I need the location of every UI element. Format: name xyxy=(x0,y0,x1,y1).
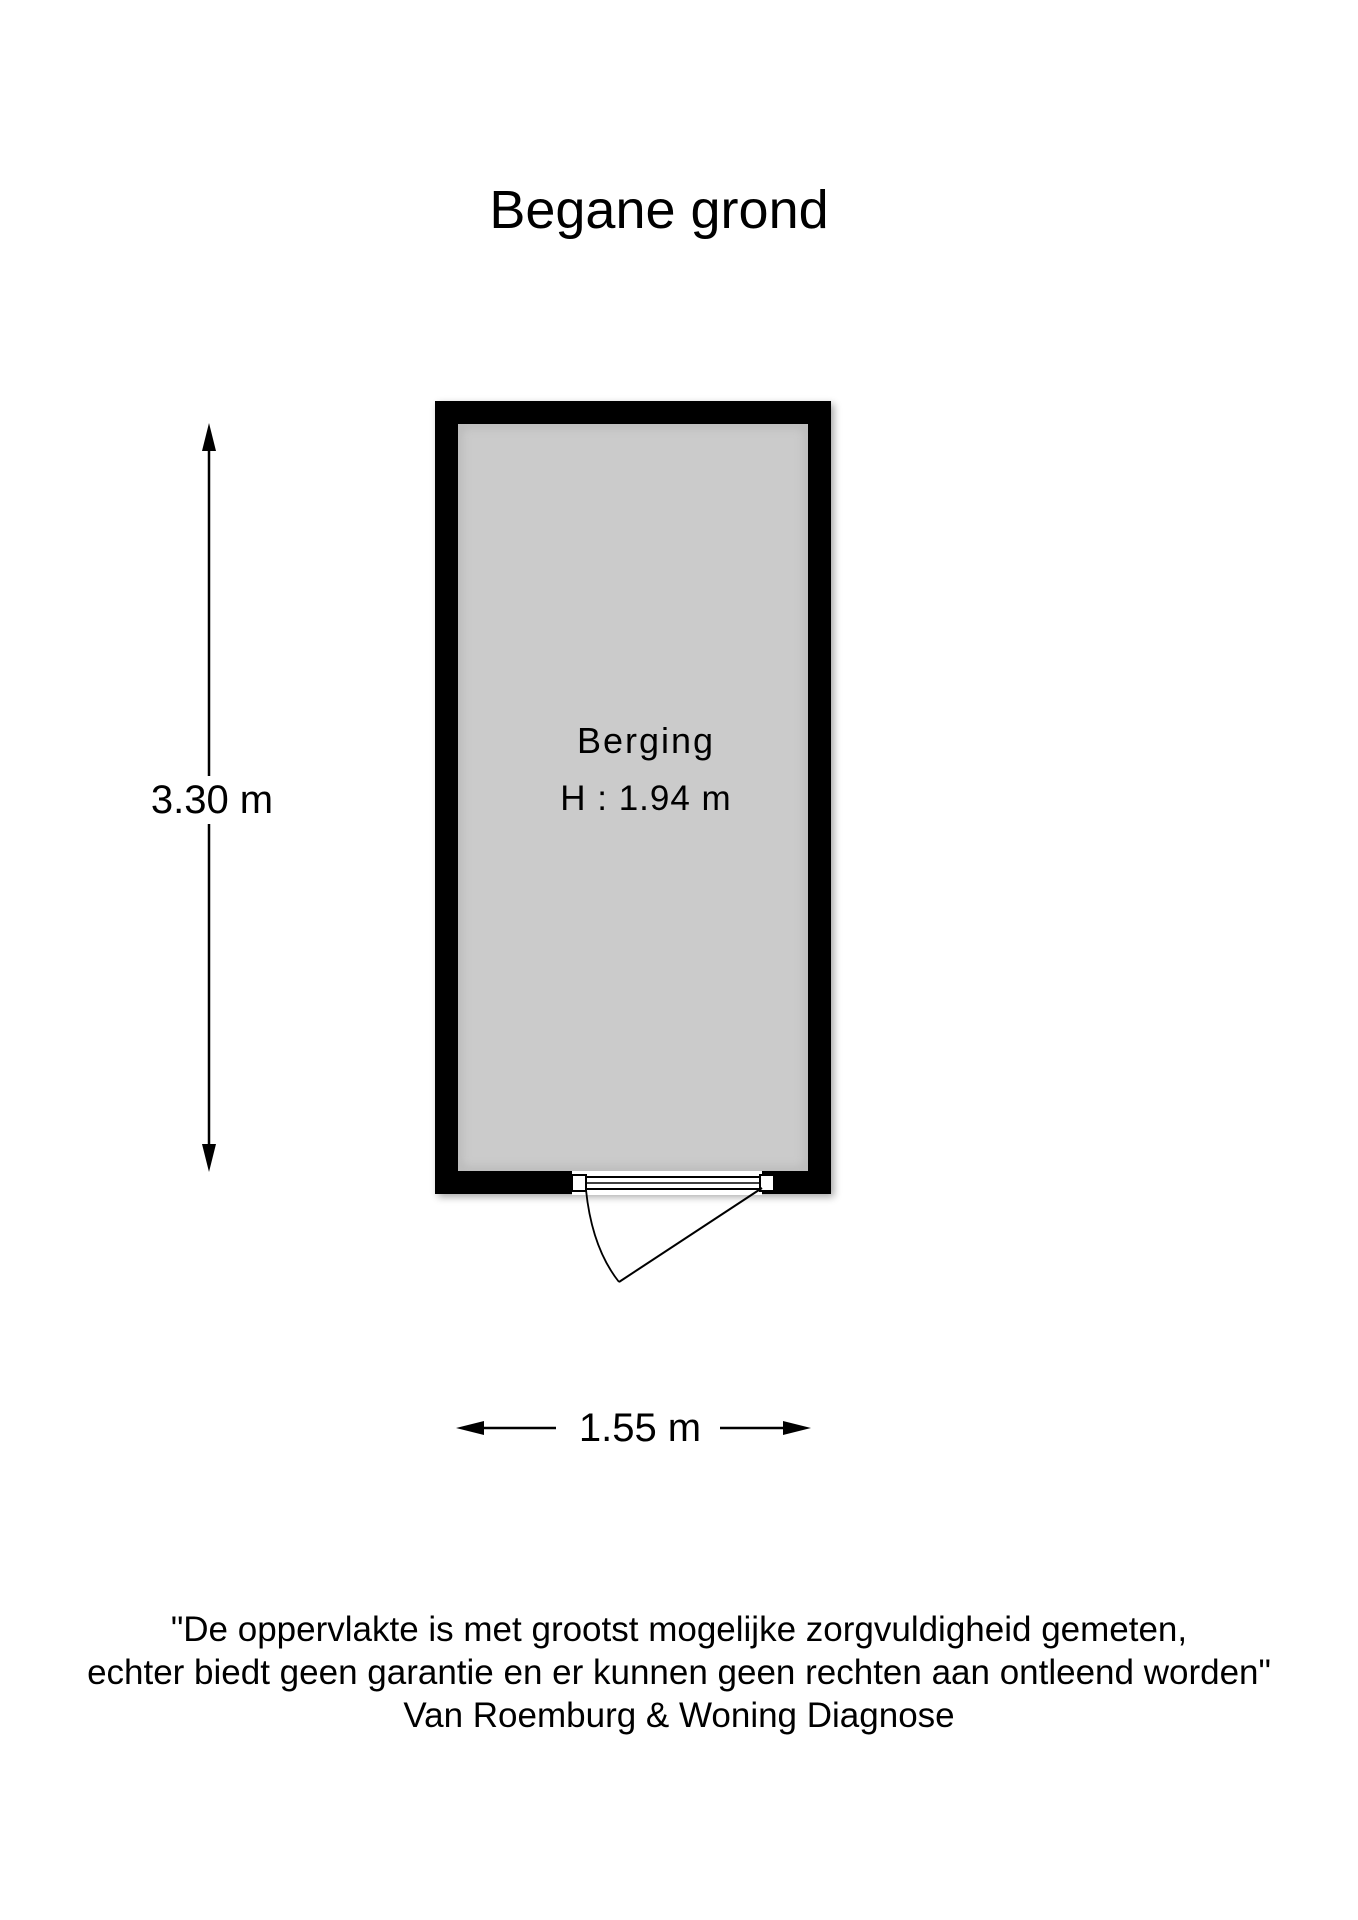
arrow-down-icon xyxy=(202,1144,216,1172)
room-height: H : 1.94 m xyxy=(560,779,732,818)
door-leaf xyxy=(619,1188,762,1282)
door-swing-arc xyxy=(586,1190,619,1282)
width-dimension-label: 1.55 m xyxy=(560,1404,720,1452)
floor-title: Begane grond xyxy=(489,180,829,240)
door xyxy=(572,1171,774,1282)
disclaimer xyxy=(0,1608,1358,1737)
room-name: Berging xyxy=(576,720,716,761)
disclaimer-credit: Van Roemburg & Woning Diagnose xyxy=(403,1696,955,1735)
disclaimer-line-1: "De oppervlakte is met grootst mogelijke zorgvuldigheid gemeten, xyxy=(170,1610,1188,1649)
arrow-left-icon xyxy=(456,1421,484,1435)
depth-dimension-label: 3.30 m xyxy=(134,776,290,824)
arrow-right-icon xyxy=(783,1421,811,1435)
arrow-up-icon xyxy=(202,423,216,451)
disclaimer-line-2: echter biedt geen garantie en er kunnen geen rechten aan ontleend worden" xyxy=(87,1653,1271,1692)
